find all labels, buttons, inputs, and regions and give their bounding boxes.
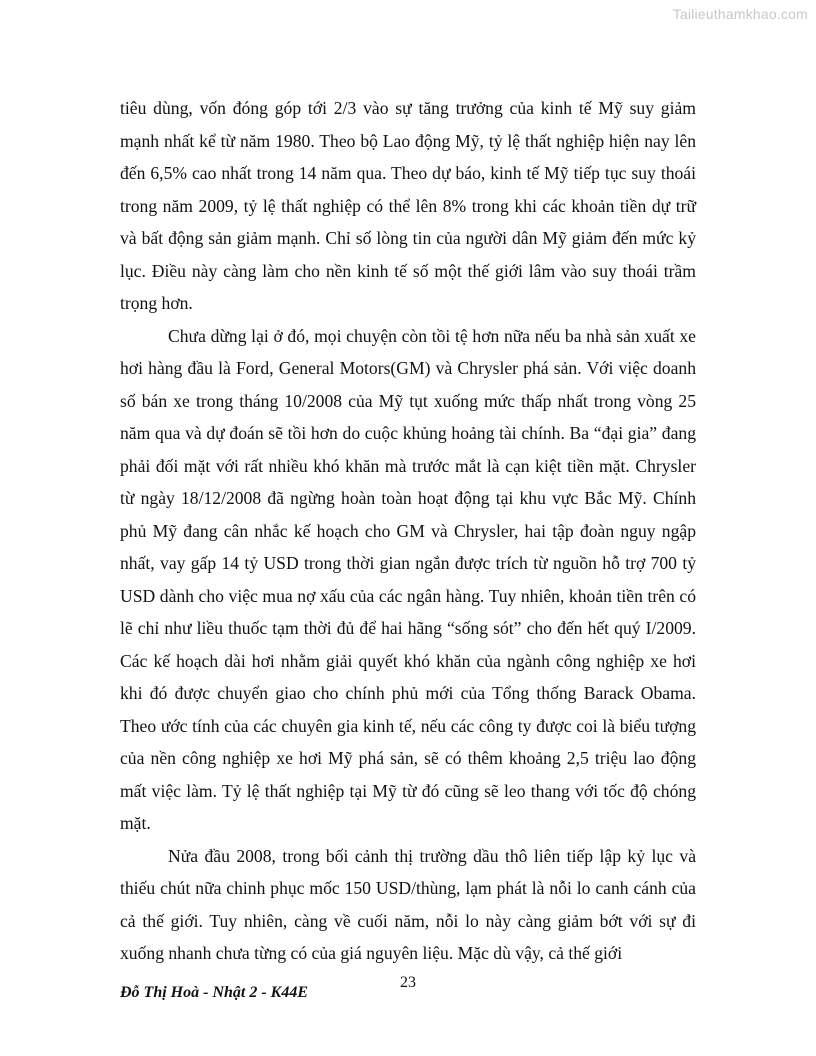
footer-author: Đỗ Thị Hoà - Nhật 2 - K44E	[120, 984, 309, 1001]
watermark-text: Tailieuthamkhao.com	[672, 6, 808, 22]
page-number: 23	[400, 974, 416, 991]
paragraph-continued: tiêu dùng, vốn đóng góp tới 2/3 vào sự tăng trưởng của kinh tế Mỹ suy giảm mạnh nhất kể từ năm 1980. Theo bộ Lao động Mỹ, tỷ lệ thất nghiệp hiện nay lên đến 6,5% cao nhất trong 14 năm qua. Theo dự báo, kinh tế Mỹ tiếp tục suy thoái trong năm 2009, tỷ lệ thất nghiệp có thể lên 8% trong khi các khoản tiền dự trữ và bất động sản giảm mạnh. Chỉ số lòng tin của người dân Mỹ giảm đến mức kỷ lục. Điều này càng làm cho nền kinh tế số một thế giới lâm vào suy thoái trầm trọng hơn.	[120, 98, 696, 313]
paragraph-car-industry: Chưa dừng lại ở đó, mọi chuyện còn tồi tệ hơn nữa nếu ba nhà sản xuất xe hơi hàng đầu là Ford, General Motors(GM) và Chrysler phá sản. Với việc doanh số bán xe trong tháng 10/2008 của Mỹ tụt xuống mức thấp nhất trong vòng 25 năm qua và dự đoán sẽ tồi hơn do cuộc khủng hoảng tài chính. Ba “đại gia” đang phải đối mặt với rất nhiều khó khăn mà trước mắt là cạn kiệt tiền mặt. Chrysler từ ngày 18/12/2008 đã ngừng hoàn toàn hoạt động tại khu vực Bắc Mỹ. Chính phủ Mỹ đang cân nhắc kế hoạch cho GM và Chrysler, hai tập đoàn nguy ngập nhất, vay gấp 14 tỷ USD trong thời gian ngắn được trích từ nguồn hỗ trợ 700 tỷ USD dành cho việc mua nợ xấu của các ngân hàng. Tuy nhiên, khoản tiền trên có lẽ chỉ như liều thuốc tạm thời đủ để hai hãng “sống sót” cho đến hết quý I/2009. Các kế hoạch dài hơi nhằm giải quyết khó khăn của ngành công nghiệp xe hơi khi đó được chuyển giao cho chính phủ mới của Tổng thống Barack Obama. Theo ước tính của các chuyên gia kinh tế, nếu các công ty được coi là biểu tượng của nền công nghiệp xe hơi Mỹ phá sản, sẽ có thêm khoảng 2,5 triệu lao động mất việc làm. Tỷ lệ thất nghiệp tại Mỹ từ đó cũng sẽ leo thang với tốc độ chóng mặt.	[120, 325, 696, 833]
paragraph-oil-inflation: Nửa đầu 2008, trong bối cảnh thị trường dầu thô liên tiếp lập kỷ lục và thiếu chút nữa chinh phục mốc 150 USD/thùng, lạm phát là nỗi lo canh cánh của cả thế giới. Tuy nhiên, càng về cuối năm, nỗi lo này càng giảm bớt với sự đi xuống nhanh chưa từng có của giá nguyên liệu. Mặc dù vậy, cả thế giới	[120, 845, 696, 963]
document-body	[120, 92, 696, 970]
